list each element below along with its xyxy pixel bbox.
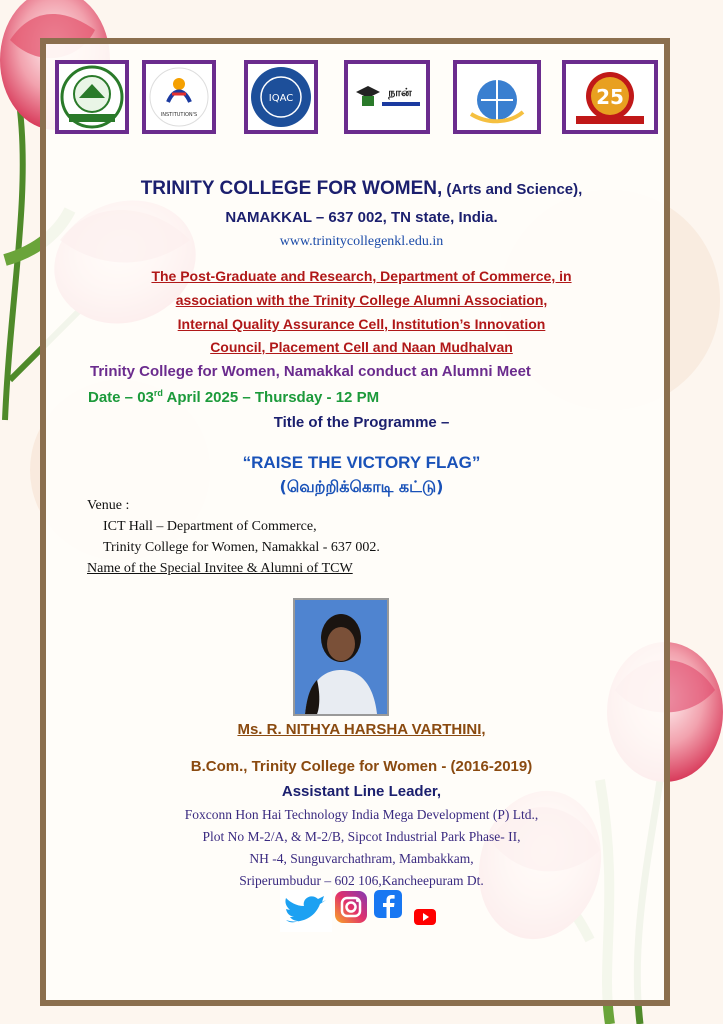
instagram-icon[interactable]: [334, 890, 368, 924]
invitee-degree: B.Com., Trinity College for Women - (2016-2019): [190, 758, 533, 775]
college-seal-logo: [55, 60, 129, 134]
college-heading: [0, 178, 723, 200]
twitter-icon[interactable]: [280, 890, 332, 932]
title-label: Title of the Programme –: [273, 414, 450, 431]
facebook-icon[interactable]: [374, 890, 402, 918]
invitee-photo: [293, 598, 389, 716]
college-name: TRINITY COLLEGE FOR WOMEN,: [140, 178, 443, 199]
svg-text:25: 25: [596, 85, 624, 109]
iqac-logo-icon: [248, 64, 314, 130]
department-line-3: Internal Quality Assurance Cell, Institution’s Innovation: [177, 316, 546, 332]
invitee-role: Assistant Line Leader,: [281, 783, 442, 800]
venue-line-1: ICT Hall – Department of Commerce,: [103, 519, 317, 534]
25-years-logo: [562, 60, 658, 134]
conduct-line: Trinity College for Women, Namakkal conduct an Alumni Meet: [90, 363, 531, 380]
svg-text:நான்: நான்: [388, 86, 412, 99]
iic-logo-icon: [146, 64, 212, 130]
iic-logo: [142, 60, 216, 134]
placement-cell-logo: [453, 60, 541, 134]
invitee-address-2: NH -4, Sunguvarchathram, Mambakkam,: [249, 851, 474, 866]
svg-text:INSTITUTION'S: INSTITUTION'S: [160, 112, 198, 118]
invitee-address-1: Plot No M-2/A, & M-2/B, Sipcot Industrial Park Phase- II,: [202, 829, 521, 844]
college-website-link[interactable]: www.trinitycollegenkl.edu.in: [279, 234, 444, 249]
invitee-company: Foxconn Hon Hai Technology India Mega Development (P) Ltd.,: [184, 807, 539, 822]
invitee-address-3: Sriperumbudur – 602 106,Kancheepuram Dt.: [239, 873, 484, 888]
svg-text:IQAC: IQAC: [268, 93, 294, 104]
college-address: NAMAKKAL – 637 002, TN state, India.: [225, 209, 498, 226]
naan-mudhalvan-logo: [344, 60, 430, 134]
department-line-1: The Post-Graduate and Research, Department of Commerce, in: [151, 268, 572, 284]
venue-label: Venue :: [87, 498, 130, 513]
placement-cell-logo-icon: [457, 64, 537, 130]
invitee-label: Name of the Special Invitee & Alumni of TCW: [87, 561, 353, 576]
25-years-logo-icon: [566, 64, 654, 130]
venue-line-2: Trinity College for Women, Namakkal - 637 002.: [103, 540, 380, 555]
programme-title-tamil: (வெற்றிக்கொடி கட்டு): [279, 477, 444, 496]
department-line-2: association with the Trinity College Alumni Association,: [175, 292, 548, 308]
invitee-name: Ms. R. NITHYA HARSHA VARTHINI,: [237, 721, 486, 738]
naan-mudhalvan-logo-icon: [348, 64, 426, 130]
iqac-logo: [244, 60, 318, 134]
event-date: Date – 03rd April 2025 – Thursday - 12 PM: [88, 388, 380, 406]
programme-title: “RAISE THE VICTORY FLAG”: [242, 453, 481, 472]
youtube-icon[interactable]: [414, 909, 436, 925]
college-seal-icon: [59, 64, 125, 130]
department-line-4: Council, Placement Cell and Naan Mudhalvan: [210, 339, 513, 355]
college-type: (Arts and Science),: [442, 181, 583, 198]
